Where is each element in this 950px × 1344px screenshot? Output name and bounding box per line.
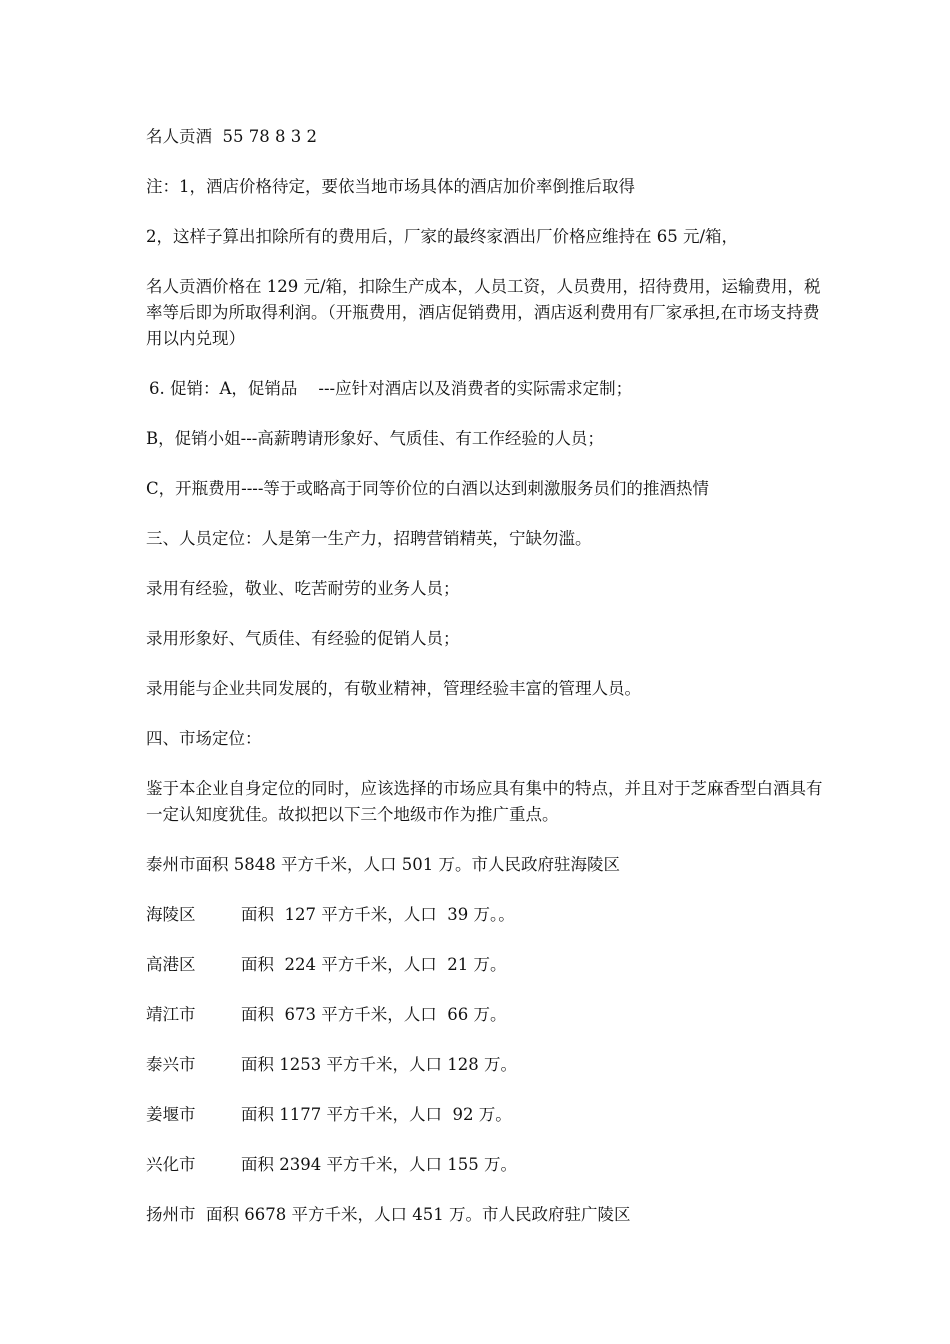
district-row: [146, 1102, 826, 1128]
district-info: 面积 1253 平方千米，人口 128 万。: [241, 1055, 517, 1074]
paragraph-yangzhou: 扬州市 面积 6678 平方千米，人口 451 万。市人民政府驻广陵区: [146, 1205, 631, 1224]
district-info: 面积 1177 平方千米，人口 92 万。: [241, 1105, 512, 1124]
district-row: [146, 1152, 826, 1178]
district-row: [146, 1052, 826, 1078]
district-name: 泰兴市: [146, 1055, 196, 1074]
paragraph-note-1: 注：1，酒店价格待定，要依当地市场具体的酒店加价率倒推后取得: [146, 177, 635, 196]
paragraph-taizhou: 泰州市面积 5848 平方千米，人口 501 万。市人民政府驻海陵区: [146, 855, 620, 874]
district-name: 高港区: [146, 955, 196, 974]
paragraph-note-2: 2，这样子算出扣除所有的费用后，厂家的最终家酒出厂价格应维持在 65 元/箱，: [146, 227, 739, 246]
paragraph-product-codes: 名人贡酒 55 78 8 3 2: [146, 127, 317, 146]
district-name: 海陵区: [146, 905, 196, 924]
district-info: 面积 2394 平方千米，人口 155 万。: [241, 1155, 517, 1174]
district-name: 姜堰市: [146, 1105, 196, 1124]
district-name: 兴化市: [146, 1155, 196, 1174]
paragraph-promotion-b: B，促销小姐---高薪聘请形象好、气质佳、有工作经验的人员；: [146, 429, 604, 448]
district-row: [146, 952, 826, 978]
district-info: 面积 673 平方千米，人口 66 万。: [241, 1005, 507, 1024]
paragraph-market-strategy: 鉴于本企业自身定位的同时，应该选择的市场应具有集中的特点，并且对于芝麻香型白酒具有一定认知度犹佳。故拟把以下三个地级市作为推广重点。: [146, 779, 823, 824]
paragraph-hire-managers: 录用能与企业共同发展的，有敬业精神，管理经验丰富的管理人员。: [146, 679, 641, 698]
paragraph-hire-sales: 录用有经验，敬业、吃苦耐劳的业务人员；: [146, 579, 460, 598]
paragraph-hire-promoters: 录用形象好、气质佳、有经验的促销人员；: [146, 629, 460, 648]
paragraph-promotion-c: C，开瓶费用----等于或略高于同等价位的白酒以达到刺激服务员们的推酒热情: [146, 479, 709, 498]
district-info: 面积 224 平方千米，人口 21 万。: [241, 955, 507, 974]
district-name: 靖江市: [146, 1005, 196, 1024]
heading-personnel: 三、人员定位：人是第一生产力，招聘营销精英，宁缺勿滥。: [146, 529, 592, 548]
paragraph-price-profit: 名人贡酒价格在 129 元/箱，扣除生产成本，人员工资，人员费用，招待费用，运输费用，税率等后即为所取得利润。（开瓶费用，酒店促销费用，酒店返利费用有厂家承担,在市场支持费用以内兑现）: [146, 277, 821, 348]
heading-market: 四、市场定位：: [146, 729, 262, 748]
district-row: [146, 1002, 826, 1028]
district-row: [146, 902, 826, 928]
document-body: [146, 124, 826, 1252]
district-info: 面积 127 平方千米，人口 39 万。。: [241, 905, 515, 924]
paragraph-promotion-a: 6. 促销：A，促销品 ---应针对酒店以及消费者的实际需求定制；: [149, 379, 633, 398]
